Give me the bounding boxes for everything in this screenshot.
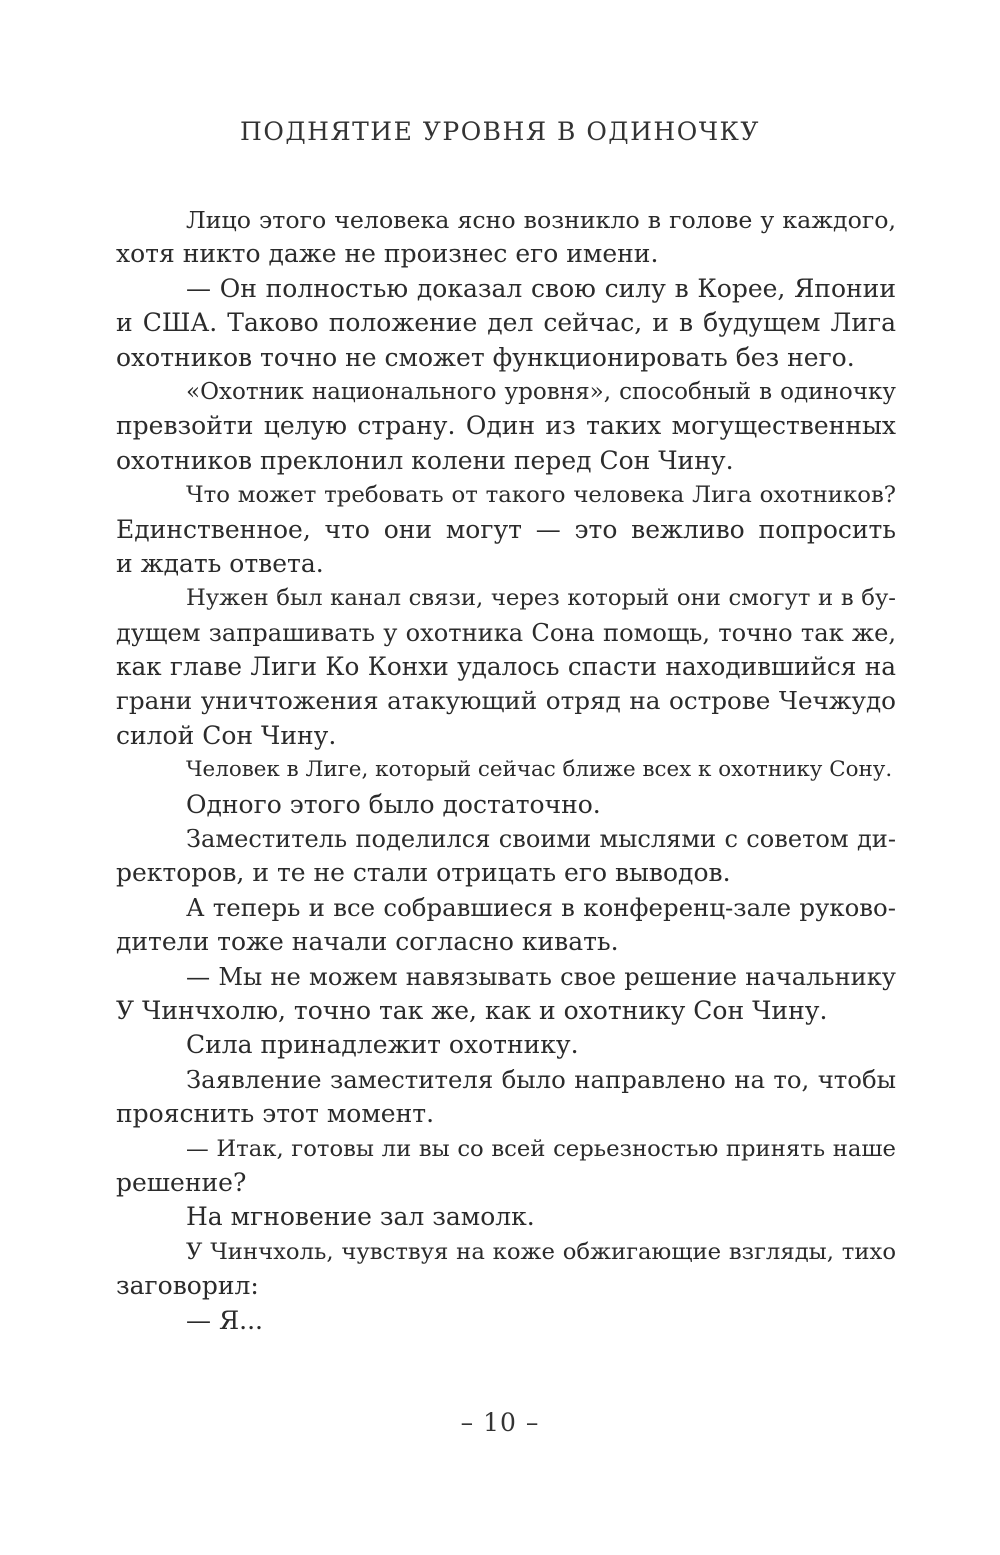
text-line: дители тоже начали согласно кивать. — [116, 927, 619, 957]
text-line: Заявление заместителя было направлено на то, чтобы — [186, 1064, 896, 1094]
text-line: дущем запрашивать у охотника Сона помощь, точно так же, — [116, 618, 896, 647]
running-head: ПОДНЯТИЕ УРОВНЯ В ОДИНОЧКУ — [240, 117, 760, 146]
text-line: охотников точно не сможет функционировать без него. — [116, 342, 855, 372]
text-line: Единственное, что они могут — это вежливо попросить — [116, 514, 896, 544]
text-line: и ждать ответа. — [116, 548, 324, 578]
text-line: У Чинчхоль, чувствуя на коже обжигающие взгляды, тихо — [186, 1238, 896, 1265]
text-line: На мгновение зал замолк. — [186, 1202, 535, 1232]
text-line: как главе Лиги Ко Конхи удалось спасти находившийся на — [116, 652, 896, 682]
text-line: — Я... — [186, 1305, 263, 1335]
text-line: силой Сон Чину. — [116, 720, 337, 750]
text-line: «Охотник национального уровня», способный в одиночку — [186, 378, 896, 405]
text-line: Заместитель поделился своими мыслями с советом ди- — [186, 825, 896, 854]
page-number: – 10 – — [460, 1408, 540, 1437]
text-line: Сила принадлежит охотнику. — [186, 1030, 579, 1060]
text-line: У Чинчхолю, точно так же, как и охотнику Сон Чину. — [116, 995, 828, 1025]
text-line: грани уничтожения атакующий отряд на острове Чечжудо — [116, 686, 896, 716]
text-line: решение? — [116, 1167, 247, 1197]
body-text — [116, 203, 896, 1338]
text-line: — Мы не можем навязывать свое решение начальнику — [186, 962, 896, 991]
text-line: Человек в Лиге, который сейчас ближе всех к охотнику Сону. — [186, 757, 893, 783]
text-line: охотников преклонил колени перед Сон Чину. — [116, 445, 734, 475]
text-line: заговорил: — [116, 1271, 259, 1301]
text-line: — Он полностью доказал свою силу в Корее, Японии — [186, 273, 896, 303]
text-line: А теперь и все собравшиеся в конференц-зале руково- — [186, 892, 896, 922]
text-line: превзойти целую страну. Один из таких могущественных — [116, 411, 896, 441]
text-line: хотя никто даже не произнес его имени. — [116, 239, 659, 269]
text-line: — Итак, готовы ли вы со всей серьезностью принять наше — [186, 1135, 896, 1162]
text-line: ректоров, и те не стали отрицать его выводов. — [116, 858, 731, 888]
text-line: Лицо этого человека ясно возникло в голове у каждого, — [186, 206, 896, 234]
text-line: и США. Таково положение дел сейчас, и в будущем Лига — [116, 308, 896, 338]
text-line: прояснить этот момент. — [116, 1099, 435, 1129]
text-line: Нужен был канал связи, через который они смогут и в бу- — [186, 585, 896, 612]
text-line: Что может требовать от такого человека Лига охотников? — [186, 482, 896, 509]
text-line: Одного этого было достаточно. — [186, 789, 601, 819]
